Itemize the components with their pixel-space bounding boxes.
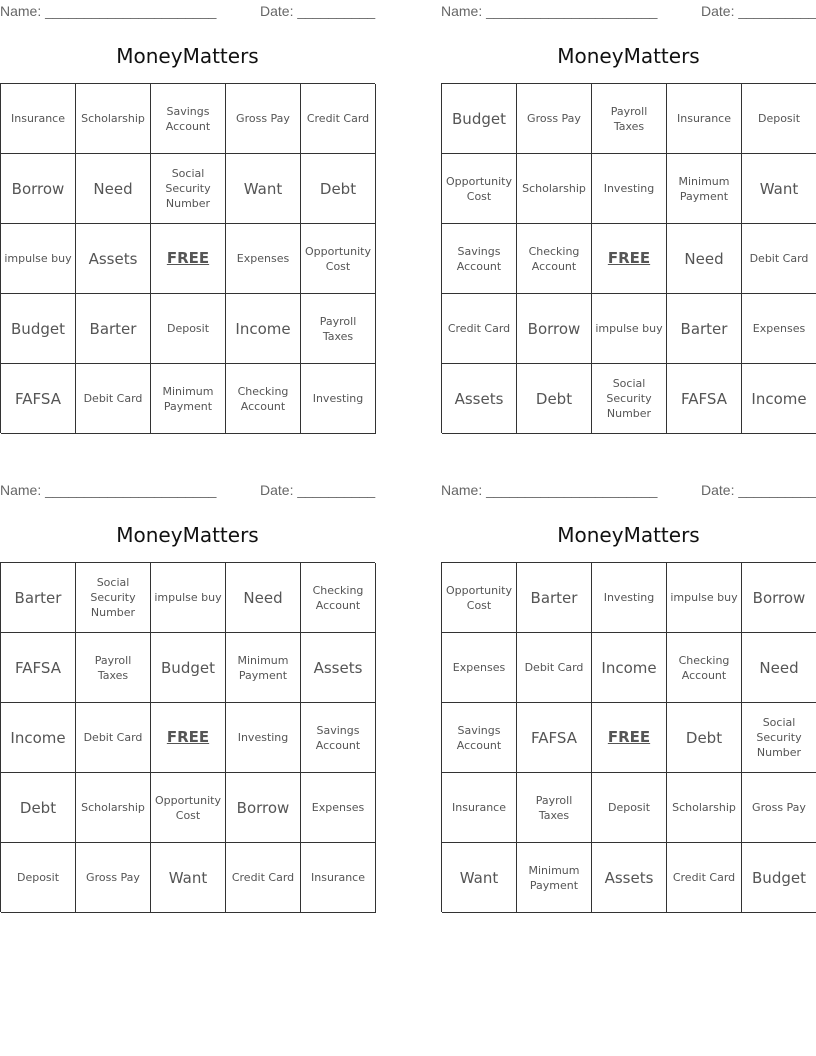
bingo-cell: impulse buy	[667, 563, 742, 633]
bingo-cell: Social Security Number	[151, 154, 226, 224]
name-field-label: Name: ______________________	[441, 482, 658, 498]
bingo-cell: Budget	[442, 84, 517, 154]
bingo-cell: Need	[742, 633, 816, 703]
bingo-cell: Barter	[517, 563, 592, 633]
bingo-cell: Checking Account	[667, 633, 742, 703]
bingo-cell: Investing	[226, 703, 301, 773]
bingo-cell: Minimum Payment	[517, 843, 592, 913]
bingo-cell: Gross Pay	[742, 773, 816, 843]
bingo-cell: Scholarship	[76, 84, 151, 154]
free-space-cell: FREE	[592, 703, 667, 773]
bingo-cell: Debit Card	[76, 703, 151, 773]
bingo-cell: Expenses	[301, 773, 376, 843]
bingo-cell: Deposit	[151, 294, 226, 364]
bingo-cell: Scholarship	[667, 773, 742, 843]
bingo-cell: Opportunity Cost	[442, 563, 517, 633]
card-header	[441, 2, 816, 20]
bingo-cell: Opportunity Cost	[442, 154, 517, 224]
bingo-cell: Insurance	[442, 773, 517, 843]
bingo-card-2	[441, 0, 816, 432]
free-space-cell: FREE	[151, 224, 226, 294]
free-space-cell: FREE	[592, 224, 667, 294]
free-space-cell: FREE	[151, 703, 226, 773]
bingo-cell: Payroll Taxes	[301, 294, 376, 364]
bingo-cell: Need	[667, 224, 742, 294]
bingo-cell: Investing	[592, 563, 667, 633]
card-header	[0, 2, 375, 20]
bingo-cell: Deposit	[742, 84, 816, 154]
bingo-cell: Payroll Taxes	[592, 84, 667, 154]
bingo-cell: Barter	[667, 294, 742, 364]
bingo-cell: Assets	[592, 843, 667, 913]
bingo-cell: Minimum Payment	[226, 633, 301, 703]
bingo-cell: Insurance	[667, 84, 742, 154]
bingo-cell: Budget	[742, 843, 816, 913]
bingo-cell: Expenses	[442, 633, 517, 703]
bingo-cell: Debt	[1, 773, 76, 843]
bingo-cell: Want	[442, 843, 517, 913]
bingo-cell: Deposit	[1, 843, 76, 913]
bingo-cell: Income	[226, 294, 301, 364]
bingo-grid	[441, 83, 816, 433]
bingo-cell: Debit Card	[742, 224, 816, 294]
bingo-cell: Minimum Payment	[151, 364, 226, 434]
bingo-cell: impulse buy	[1, 224, 76, 294]
bingo-card-4	[441, 479, 816, 911]
bingo-cell: Borrow	[1, 154, 76, 224]
bingo-cell: Want	[151, 843, 226, 913]
bingo-cell: Assets	[442, 364, 517, 434]
card-title: MoneyMatters	[557, 523, 700, 547]
bingo-cell: Barter	[76, 294, 151, 364]
bingo-cell: Budget	[1, 294, 76, 364]
bingo-cell: Minimum Payment	[667, 154, 742, 224]
bingo-cell: Insurance	[301, 843, 376, 913]
bingo-cell: Investing	[301, 364, 376, 434]
bingo-cell: Social Security Number	[76, 563, 151, 633]
bingo-cell: Need	[76, 154, 151, 224]
bingo-cell: Savings Account	[301, 703, 376, 773]
bingo-cell: Insurance	[1, 84, 76, 154]
bingo-cell: FAFSA	[1, 633, 76, 703]
bingo-cell: Savings Account	[442, 224, 517, 294]
bingo-cell: Assets	[76, 224, 151, 294]
bingo-cell: Borrow	[226, 773, 301, 843]
bingo-cell: Gross Pay	[226, 84, 301, 154]
bingo-cell: impulse buy	[592, 294, 667, 364]
bingo-cell: Social Security Number	[742, 703, 816, 773]
bingo-cell: Credit Card	[301, 84, 376, 154]
bingo-grid	[0, 83, 375, 433]
bingo-cell: Debt	[517, 364, 592, 434]
card-title: MoneyMatters	[116, 523, 259, 547]
bingo-cell: Investing	[592, 154, 667, 224]
bingo-cell: Opportunity Cost	[151, 773, 226, 843]
bingo-cell: Debt	[667, 703, 742, 773]
card-title: MoneyMatters	[116, 44, 259, 68]
bingo-cell: Want	[226, 154, 301, 224]
bingo-cell: FAFSA	[517, 703, 592, 773]
bingo-cell: Payroll Taxes	[76, 633, 151, 703]
date-field-label: Date: __________	[701, 3, 816, 19]
bingo-cell: Checking Account	[226, 364, 301, 434]
bingo-cell: Want	[742, 154, 816, 224]
date-field-label: Date: __________	[701, 482, 816, 498]
bingo-cell: Gross Pay	[517, 84, 592, 154]
bingo-cell: Expenses	[742, 294, 816, 364]
bingo-cell: impulse buy	[151, 563, 226, 633]
bingo-cell: FAFSA	[1, 364, 76, 434]
bingo-cell: Social Security Number	[592, 364, 667, 434]
date-field-label: Date: __________	[260, 3, 376, 19]
date-field-label: Date: __________	[260, 482, 376, 498]
bingo-cell: FAFSA	[667, 364, 742, 434]
bingo-cell: Debit Card	[76, 364, 151, 434]
card-title: MoneyMatters	[557, 44, 700, 68]
bingo-cell: Payroll Taxes	[517, 773, 592, 843]
bingo-cell: Debt	[301, 154, 376, 224]
bingo-cell: Scholarship	[76, 773, 151, 843]
bingo-cell: Scholarship	[517, 154, 592, 224]
bingo-cell: Credit Card	[667, 843, 742, 913]
bingo-cell: Opportunity Cost	[301, 224, 376, 294]
name-field-label: Name: ______________________	[0, 3, 217, 19]
bingo-cell: Debit Card	[517, 633, 592, 703]
bingo-cell: Income	[592, 633, 667, 703]
bingo-cell: Savings Account	[442, 703, 517, 773]
name-field-label: Name: ______________________	[0, 482, 217, 498]
bingo-cell: Income	[1, 703, 76, 773]
bingo-cell: Gross Pay	[76, 843, 151, 913]
bingo-card-3	[0, 479, 375, 911]
name-field-label: Name: ______________________	[441, 3, 658, 19]
bingo-cell: Deposit	[592, 773, 667, 843]
card-header	[0, 481, 375, 499]
bingo-cell: Checking Account	[517, 224, 592, 294]
bingo-cell: Borrow	[742, 563, 816, 633]
bingo-cell: Borrow	[517, 294, 592, 364]
bingo-cell: Budget	[151, 633, 226, 703]
bingo-grid	[441, 562, 816, 912]
card-header	[441, 481, 816, 499]
bingo-cell: Expenses	[226, 224, 301, 294]
bingo-cell: Income	[742, 364, 816, 434]
bingo-cell: Credit Card	[226, 843, 301, 913]
bingo-cell: Barter	[1, 563, 76, 633]
bingo-card-1	[0, 0, 375, 432]
bingo-grid	[0, 562, 375, 912]
bingo-cell: Need	[226, 563, 301, 633]
bingo-cell: Assets	[301, 633, 376, 703]
bingo-cell: Credit Card	[442, 294, 517, 364]
bingo-cell: Savings Account	[151, 84, 226, 154]
bingo-cell: Checking Account	[301, 563, 376, 633]
